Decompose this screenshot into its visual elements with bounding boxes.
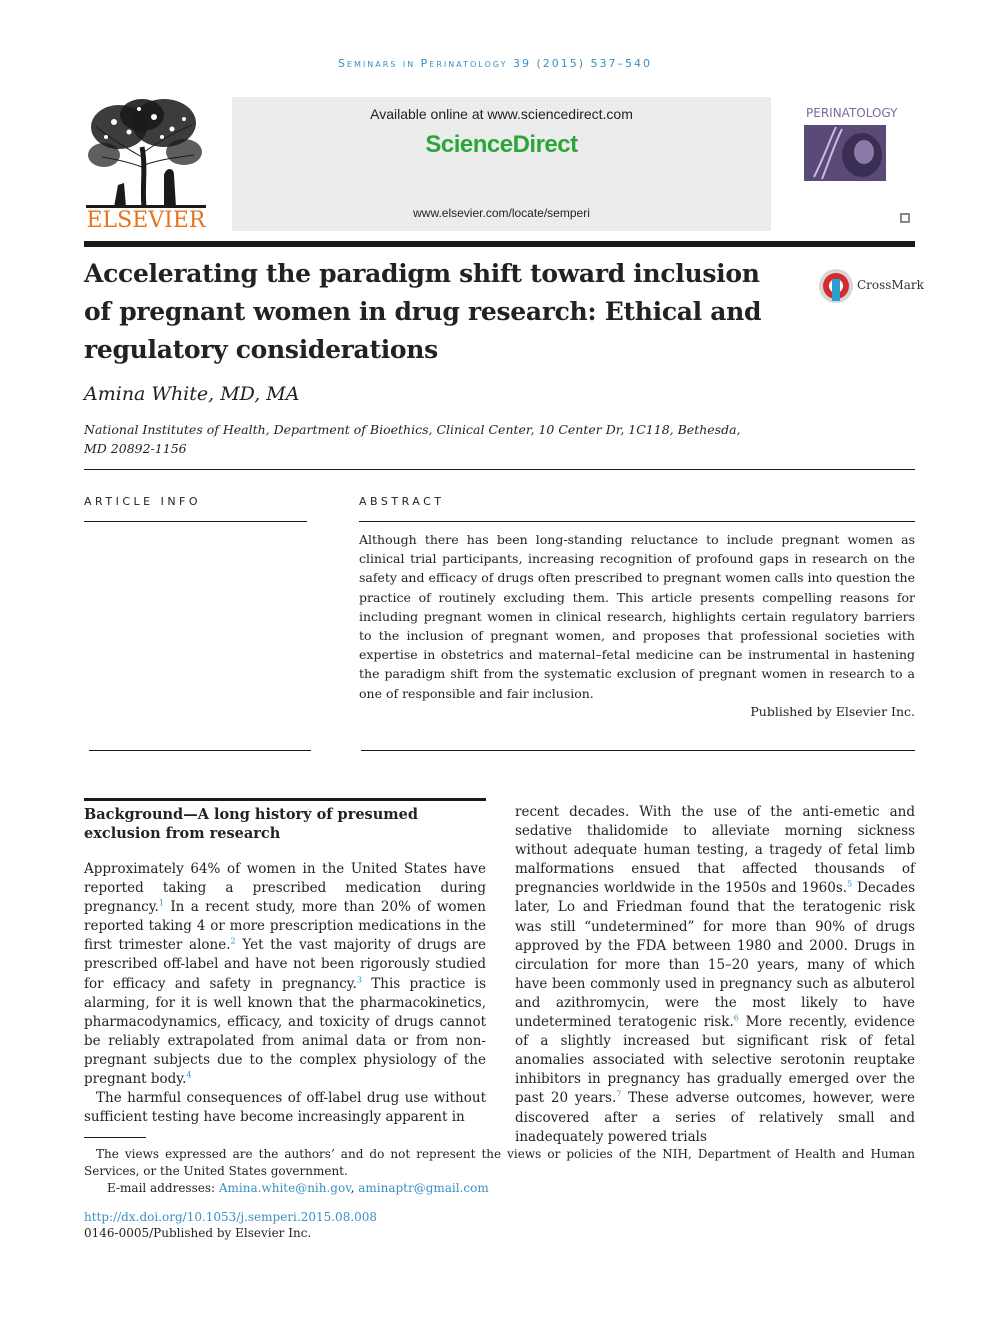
footnote-rule [84,1137,146,1138]
elsevier-wordmark: ELSEVIER [86,208,206,233]
citation-ref[interactable]: 5 [847,879,853,889]
crossmark-icon [817,267,857,305]
issn-line: 0146-0005/Published by Elsevier Inc. [84,1226,312,1240]
author-name: Amina White, MD, MA [84,383,300,405]
author-affiliation: National Institutes of Health, Department of Bioethics, Clinical Center, 10 Center Dr, 1C118, Bethesda, MD 20892-1156 [84,422,741,456]
affiliation-rule [84,469,915,470]
footnote-disclaimer: The views expressed are the authors’ and do not represent the views or policies of the NIH, Department of Health and Human Services, or the United States government. [84,1147,915,1178]
header-rule [84,241,915,247]
journal-cover-thumbnail[interactable] [804,97,914,229]
citation-ref[interactable]: 1 [158,898,164,908]
journal-citation: Seminars in Perinatology 39 (2015) 537–540 [337,57,653,70]
body-paragraph: The harmful consequences of off-label drug use without sufficient testing have become increasingly apparent in [84,1090,486,1126]
article-info-rule [84,521,307,522]
citation-ref[interactable]: 2 [230,936,236,946]
sciencedirect-brand[interactable]: ScienceDirect [425,131,578,158]
abstract-rule [359,521,915,522]
body-paragraph: recent decades. With the use of the anti-emetic and sedative thalidomide to alleviate morning sickness without adequate human testing, a tragedy of fetal limb malformations ensued that affected thousands of pregnancies worldwide in the 1950s and 1960s.$^5$ Decades later, Lo and Friedman found that the teratogenic risk was still “undetermined” for more than 90% of drugs approved by the FDA between 1980 and 2000. Drugs in circulation for more than 15–20 years, many of which have been commonly used in pregnancy such as albuterol and azithromycin, were the most likely to have undetermined teratogenic risk.$^6$ More recently, evidence of a slightly increased but significant risk of fetal anomalies associated with selective serotonin reuptake inhibitors in pregnancy has gradually emerged over the past 20 years.$^7$ These adverse outcomes, however, were discovered after a series of relatively small and inadequately powered trials [515,804,915,1145]
citation-ref[interactable]: 3 [356,975,362,985]
section-heading: Background—A long history of presumed exclusion from research [84,806,418,842]
email-link[interactable]: Amina.white@nih.gov [218,1181,351,1195]
body-left-column [84,860,486,1127]
citation-ref[interactable]: 4 [186,1070,192,1080]
abstract-bottom-rule [361,750,915,751]
body-right-column [515,803,915,1147]
abstract-text: Although there has been long-standing reluctance to include pregnant women as clinical trial participants, increasing recognition of profound gaps in research on the safety and efficacy of drugs often prescribed to pregnant women calls into question the practice of routinely excluding them. This article presents compelling reasons for including pregnant women in clinical research, highlights certain regulatory barriers to the inclusion of pregnant women, and proposes that professional societies with expertise in obstetrics and maternal–fetal medicine can be instrumental in hastening the paradigm shift from the systematic exclusion of pregnant women in research to a one of responsible and fair inclusion. [359,532,915,701]
journal-url[interactable]: www.elsevier.com/locate/semperi [413,206,590,220]
body-paragraph: Approximately 64% of women in the United States have reported taking a prescribed medication during pregnancy.$^1$ In a recent study, more than 20% of women reported taking 4 or more prescription medications in the first trimester alone.$^2$ Yet the vast majority of drugs are prescribed off-label and have not been rigorously studied for efficacy and safety in pregnancy.$^3$ This practice is alarming, for it is well known that the pharmacokinetics, pharmacodynamics, efficacy, and toxicity of drugs cannot be reliably extrapolated from animal data or from non-pregnant subjects due to the complex physiology of the pregnant body.$^4$ [84,861,487,1088]
footnote-emails: E-mail addresses: Amina.white@nih.gov, aminaptr@gmail.com [107,1181,489,1195]
citation-ref[interactable]: 7 [616,1089,622,1099]
section-heading-rule [84,798,486,801]
crossmark-badge[interactable] [817,267,924,305]
abstract-published-by: Published by Elsevier Inc. [750,704,915,719]
email-link[interactable]: aminaptr@gmail.com [358,1181,489,1195]
doi-link[interactable]: http://dx.doi.org/10.1053/j.semperi.2015.08.008 [84,1210,378,1224]
citation-ref[interactable]: 6 [733,1013,739,1023]
crossmark-label: CrossMark [857,278,924,292]
article-info-heading: ARTICLE INFO [84,495,202,508]
cover-title: PERINATOLOGY [806,106,898,120]
available-online-text: Available online at www.sciencedirect.com [370,106,633,122]
article-info-bottom-rule [89,750,311,751]
abstract-heading: ABSTRACT [359,495,445,508]
article-title: Accelerating the paradigm shift toward inclusion of pregnant women in drug research: Ethical and regulatory considerations [84,259,762,364]
